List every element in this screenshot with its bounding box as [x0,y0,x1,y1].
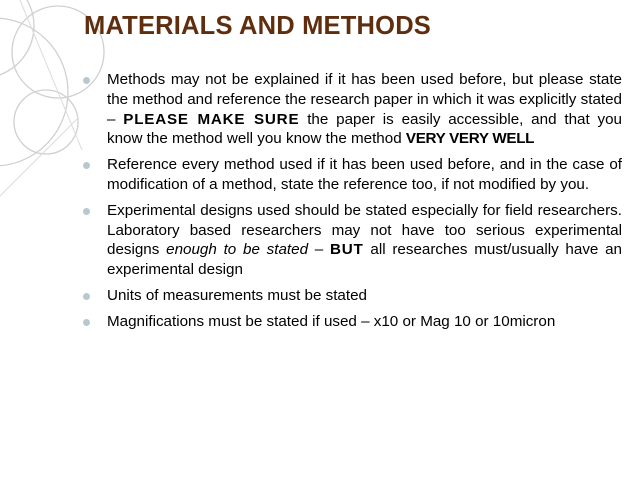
bullet-marker-icon [83,293,90,300]
decorative-line-1 [0,118,78,196]
bullet-text: Experimental designs used should be stated especially for field researchers. Laboratory based researchers may not have too serious experimental designs [107,201,622,259]
bullet-item-experimental-designs [82,201,622,280]
bullet-italic: enough to be stated [166,241,309,259]
bullet-item-magnifications [82,312,622,332]
bullet-text: Methods may not be explained if it has been used before, but please state the method and reference the research paper in which it was explicitly stated – [107,71,622,128]
bullet-text: Magnifications must be stated if used – x10 or Mag 10 or 10micron [107,312,556,330]
bullet-text: all researches must/usually have an experimental design [107,241,623,279]
bullet-text: the paper is easily accessible, and that you know the method well you know the method [107,110,622,148]
decorative-lines [0,0,82,196]
bullet-text: – [308,241,331,259]
bullet-item-units [82,286,622,306]
bullet-list [82,70,622,338]
slide-title: MATERIALS AND METHODS [84,12,432,40]
bullet-marker-icon [83,319,90,326]
bullet-item-reference [82,155,622,195]
decorative-circle-large [0,18,68,166]
bullet-text: Units of measurements must be stated [107,286,367,304]
decorative-circle-small [14,90,78,154]
bullet-emphasis: PLEASE MAKE SURE [123,110,300,128]
bullet-item-methods [82,70,622,149]
bullet-marker-icon [83,77,90,84]
bullet-emphasis: VERY VERY WELL [405,130,535,148]
bullet-marker-icon [83,162,90,169]
decorative-line-2 [20,0,82,150]
decorative-circle-corner [0,0,34,78]
bullet-marker-icon [83,208,90,215]
bullet-emphasis: BUT [330,241,364,259]
bullet-text: Reference every method used if it has been used before, and in the case of modification of a method, state the reference too, if not modified by you. [107,156,622,193]
